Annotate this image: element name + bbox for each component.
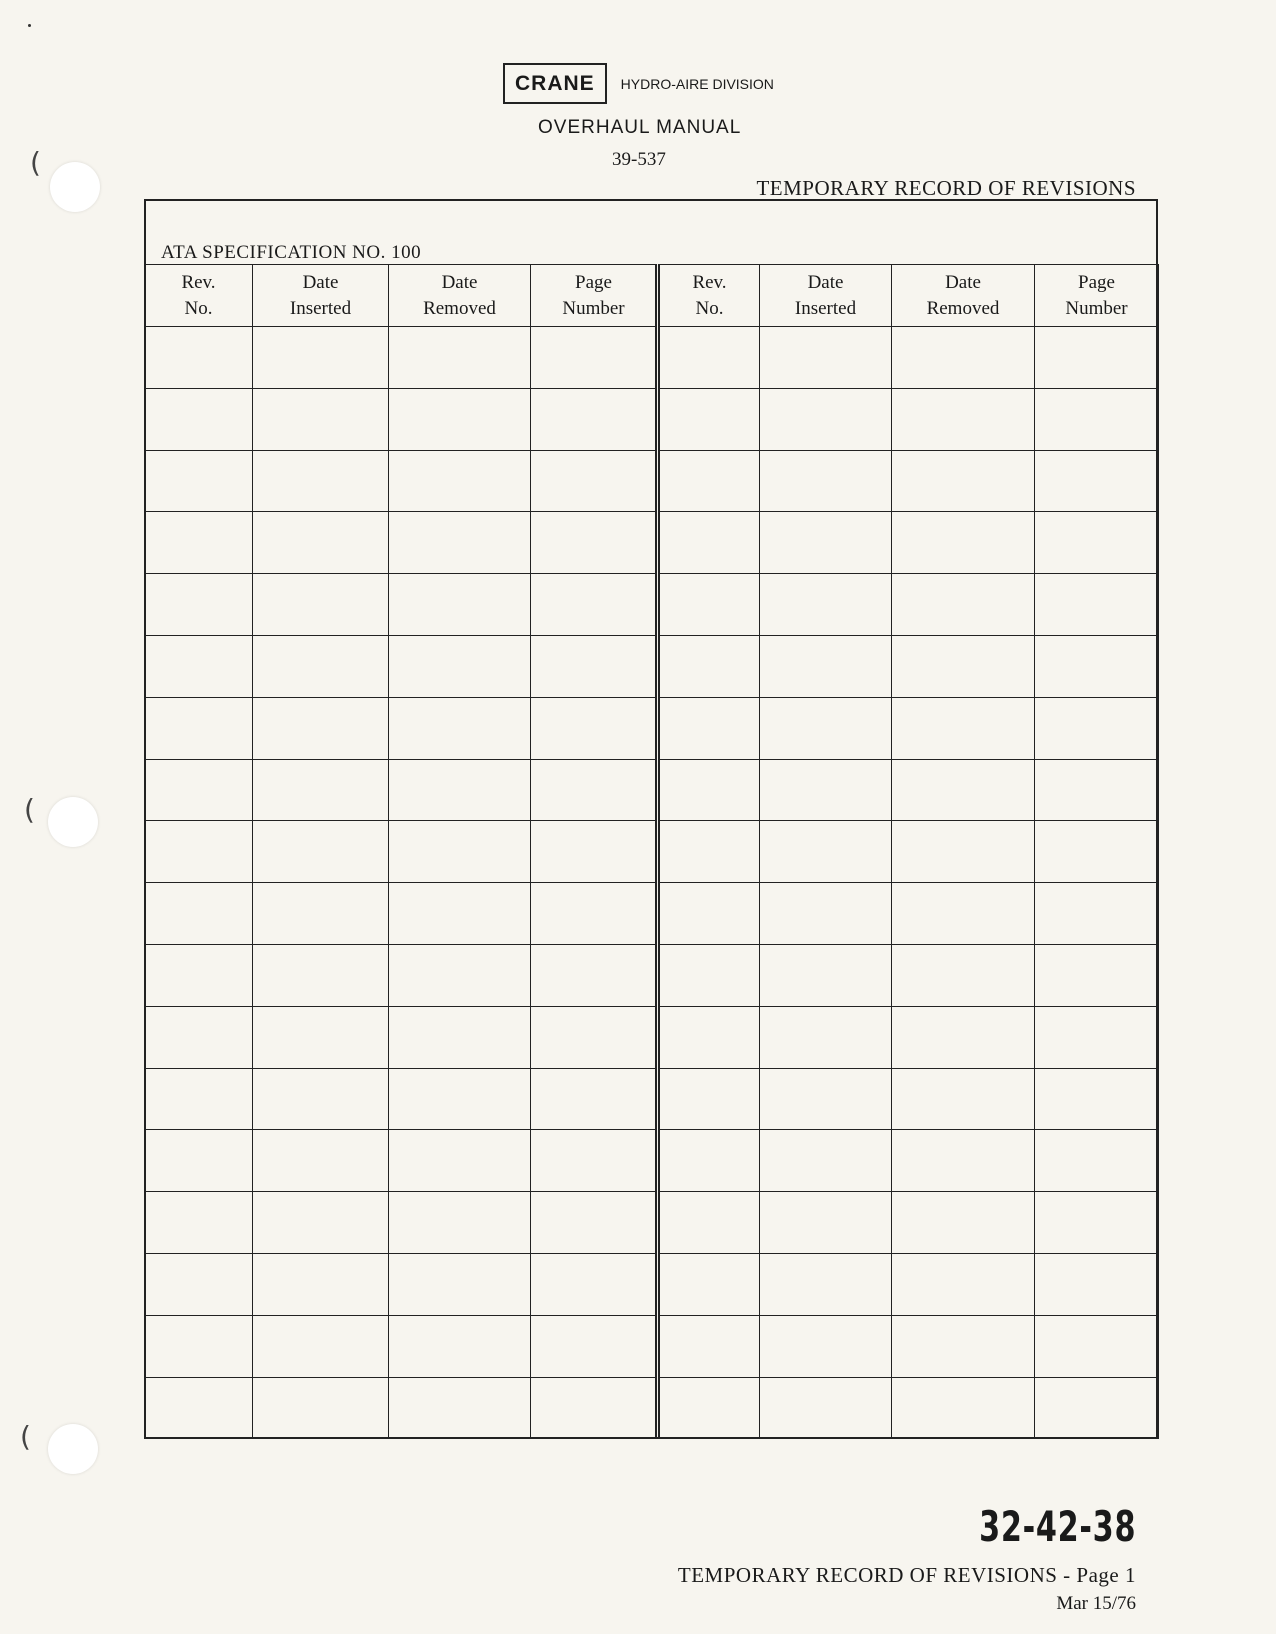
table-row — [660, 697, 1159, 759]
table-row — [145, 635, 657, 697]
revision-table-left — [144, 264, 657, 1439]
footer-page-title: TEMPORARY RECORD OF REVISIONS - Page 1 — [677, 1563, 1136, 1587]
table-cell — [253, 1192, 389, 1254]
table-cell — [892, 1192, 1035, 1254]
table-cell — [1035, 944, 1159, 1006]
table-cell — [660, 1253, 760, 1315]
table-cell — [389, 1006, 531, 1068]
table-cell — [1035, 388, 1159, 450]
table-row — [660, 1253, 1159, 1315]
table-cell — [253, 1377, 389, 1439]
column-header-page-number: Page Number — [1035, 265, 1159, 327]
spec-label: ATA SPECIFICATION NO. 100 — [161, 242, 422, 263]
table-cell — [531, 574, 657, 636]
table-cell — [389, 944, 531, 1006]
table-cell — [760, 450, 892, 512]
table-row — [660, 512, 1159, 574]
table-cell — [389, 1192, 531, 1254]
table-cell — [145, 821, 253, 883]
table-cell — [660, 327, 760, 389]
table-cell — [892, 1068, 1035, 1130]
table-row — [660, 944, 1159, 1006]
table-cell — [253, 635, 389, 697]
table-cell — [389, 512, 531, 574]
table-row — [145, 1192, 657, 1254]
table-row — [145, 1130, 657, 1192]
table-cell — [145, 574, 253, 636]
table-row — [145, 821, 657, 883]
table-cell — [892, 821, 1035, 883]
table-cell — [1035, 450, 1159, 512]
table-cell — [760, 1377, 892, 1439]
table-cell — [660, 883, 760, 945]
column-header-date-removed: Date Removed — [389, 265, 531, 327]
table-cell — [389, 1068, 531, 1130]
table-cell — [892, 512, 1035, 574]
table-cell — [660, 574, 760, 636]
table-cell — [389, 697, 531, 759]
table-cell — [253, 327, 389, 389]
column-header-rev-no: Rev. No. — [660, 265, 760, 327]
table-cell — [1035, 759, 1159, 821]
table-cell — [145, 1006, 253, 1068]
table-cell — [660, 512, 760, 574]
table-row — [660, 759, 1159, 821]
table-cell — [253, 883, 389, 945]
footer-date: Mar 15/76 — [1056, 1593, 1136, 1614]
table-cell — [660, 944, 760, 1006]
table-cell — [253, 450, 389, 512]
table-cell — [531, 944, 657, 1006]
table-cell — [660, 1068, 760, 1130]
table-cell — [145, 944, 253, 1006]
table-cell — [892, 944, 1035, 1006]
table-cell — [1035, 1315, 1159, 1377]
table-cell — [760, 1130, 892, 1192]
table-cell — [660, 1192, 760, 1254]
table-row — [660, 574, 1159, 636]
table-row — [660, 821, 1159, 883]
binder-hole-top — [50, 162, 100, 212]
table-cell — [389, 388, 531, 450]
table-cell — [660, 821, 760, 883]
table-cell — [892, 635, 1035, 697]
table-cell — [531, 697, 657, 759]
division-name: HYDRO-AIRE DIVISION — [620, 75, 774, 92]
binder-hole-middle — [48, 797, 98, 847]
table-cell — [531, 1068, 657, 1130]
table-cell — [531, 1130, 657, 1192]
table-row — [145, 450, 657, 512]
table-cell — [145, 1377, 253, 1439]
binder-mark-middle: ( — [24, 793, 35, 826]
column-header-date-inserted: Date Inserted — [760, 265, 892, 327]
table-cell — [892, 1315, 1035, 1377]
table-cell — [892, 1253, 1035, 1315]
table-row — [145, 1068, 657, 1130]
table-cell — [389, 450, 531, 512]
table-cell — [389, 883, 531, 945]
table-cell — [145, 1192, 253, 1254]
table-cell — [253, 821, 389, 883]
table-cell — [760, 697, 892, 759]
table-cell — [531, 327, 657, 389]
table-row — [145, 388, 657, 450]
table-cell — [1035, 574, 1159, 636]
table-cell — [1035, 883, 1159, 945]
manual-number: 39-537 — [612, 149, 666, 170]
table-row — [660, 635, 1159, 697]
table-cell — [531, 450, 657, 512]
table-cell — [1035, 1068, 1159, 1130]
table-cell — [660, 1315, 760, 1377]
table-row — [145, 944, 657, 1006]
column-header-date-inserted: Date Inserted — [253, 265, 389, 327]
revision-table-right — [659, 264, 1159, 1439]
table-row — [145, 512, 657, 574]
table-cell — [389, 327, 531, 389]
table-row — [660, 1068, 1159, 1130]
table-body-right — [660, 327, 1159, 1439]
table-row — [660, 450, 1159, 512]
table-row — [660, 1006, 1159, 1068]
table-cell — [660, 388, 760, 450]
column-header-rev-no: Rev. No. — [145, 265, 253, 327]
table-cell — [389, 635, 531, 697]
table-cell — [531, 388, 657, 450]
record-title: TEMPORARY RECORD OF REVISIONS — [756, 176, 1136, 200]
table-cell — [1035, 1253, 1159, 1315]
table-row — [145, 574, 657, 636]
table-row — [660, 1192, 1159, 1254]
table-cell — [892, 1377, 1035, 1439]
table-cell — [253, 759, 389, 821]
table-cell — [892, 1130, 1035, 1192]
table-cell — [253, 1253, 389, 1315]
table-cell — [253, 697, 389, 759]
table-row — [660, 883, 1159, 945]
table-cell — [660, 450, 760, 512]
table-cell — [531, 1253, 657, 1315]
table-cell — [892, 883, 1035, 945]
table-cell — [531, 759, 657, 821]
table-cell — [145, 327, 253, 389]
table-cell — [660, 635, 760, 697]
table-cell — [892, 697, 1035, 759]
table-cell — [253, 1315, 389, 1377]
table-cell — [760, 1068, 892, 1130]
company-logo — [503, 63, 774, 104]
scan-speck — [28, 24, 31, 27]
table-row — [145, 697, 657, 759]
table-cell — [1035, 1006, 1159, 1068]
table-cell — [145, 1253, 253, 1315]
table-cell — [145, 635, 253, 697]
table-cell — [760, 1006, 892, 1068]
table-cell — [389, 1130, 531, 1192]
table-cell — [1035, 1192, 1159, 1254]
table-cell — [253, 574, 389, 636]
table-row — [660, 327, 1159, 389]
table-cell — [892, 327, 1035, 389]
table-cell — [892, 1006, 1035, 1068]
table-body-left — [145, 327, 657, 1439]
table-cell — [760, 821, 892, 883]
table-cell — [760, 574, 892, 636]
table-cell — [760, 1192, 892, 1254]
table-cell — [145, 388, 253, 450]
table-cell — [531, 1006, 657, 1068]
table-cell — [760, 759, 892, 821]
table-row — [145, 759, 657, 821]
table-cell — [145, 1068, 253, 1130]
table-row — [660, 1315, 1159, 1377]
table-cell — [145, 1315, 253, 1377]
table-cell — [531, 512, 657, 574]
table-cell — [389, 759, 531, 821]
table-row — [145, 883, 657, 945]
table-cell — [253, 388, 389, 450]
table-cell — [389, 821, 531, 883]
table-cell — [1035, 821, 1159, 883]
table-cell — [660, 1006, 760, 1068]
table-row — [145, 1006, 657, 1068]
table-cell — [1035, 1130, 1159, 1192]
table-cell — [892, 450, 1035, 512]
table-row — [145, 1253, 657, 1315]
column-header-page-number: Page Number — [531, 265, 657, 327]
header-row — [660, 265, 1159, 327]
table-cell — [531, 821, 657, 883]
table-cell — [760, 512, 892, 574]
table-cell — [389, 574, 531, 636]
table-row — [145, 327, 657, 389]
table-cell — [1035, 697, 1159, 759]
company-name: CRANE — [503, 63, 607, 104]
column-header-date-removed: Date Removed — [892, 265, 1035, 327]
table-cell — [145, 697, 253, 759]
table-cell — [760, 635, 892, 697]
table-cell — [531, 1315, 657, 1377]
table-row — [145, 1377, 657, 1439]
table-cell — [760, 883, 892, 945]
table-cell — [253, 1006, 389, 1068]
table-cell — [531, 635, 657, 697]
table-cell — [253, 1068, 389, 1130]
table-cell — [660, 697, 760, 759]
table-cell — [145, 759, 253, 821]
table-cell — [253, 944, 389, 1006]
table-cell — [760, 1315, 892, 1377]
table-cell — [145, 1130, 253, 1192]
table-cell — [1035, 1377, 1159, 1439]
table-cell — [892, 388, 1035, 450]
table-cell — [389, 1377, 531, 1439]
table-cell — [892, 574, 1035, 636]
table-cell — [389, 1315, 531, 1377]
table-cell — [760, 944, 892, 1006]
table-cell — [760, 327, 892, 389]
table-cell — [1035, 635, 1159, 697]
binder-mark-bottom: ( — [20, 1420, 31, 1453]
manual-title: OVERHAUL MANUAL — [538, 117, 742, 138]
table-cell — [660, 759, 760, 821]
table-row — [660, 1130, 1159, 1192]
table-cell — [660, 1377, 760, 1439]
table-cell — [760, 388, 892, 450]
table-cell — [145, 512, 253, 574]
table-cell — [1035, 327, 1159, 389]
table-cell — [1035, 512, 1159, 574]
header-row — [145, 265, 657, 327]
table-cell — [145, 450, 253, 512]
table-row — [145, 1315, 657, 1377]
table-cell — [760, 1253, 892, 1315]
table-cell — [531, 1377, 657, 1439]
table-cell — [253, 1130, 389, 1192]
table-cell — [389, 1253, 531, 1315]
table-row — [660, 1377, 1159, 1439]
table-cell — [892, 759, 1035, 821]
binder-hole-bottom — [48, 1424, 98, 1474]
table-row — [660, 388, 1159, 450]
section-code: 32-42-38 — [978, 1502, 1136, 1551]
table-cell — [145, 883, 253, 945]
table-cell — [531, 883, 657, 945]
table-cell — [531, 1192, 657, 1254]
table-cell — [660, 1130, 760, 1192]
table-cell — [253, 512, 389, 574]
binder-mark-top: ( — [30, 146, 41, 179]
